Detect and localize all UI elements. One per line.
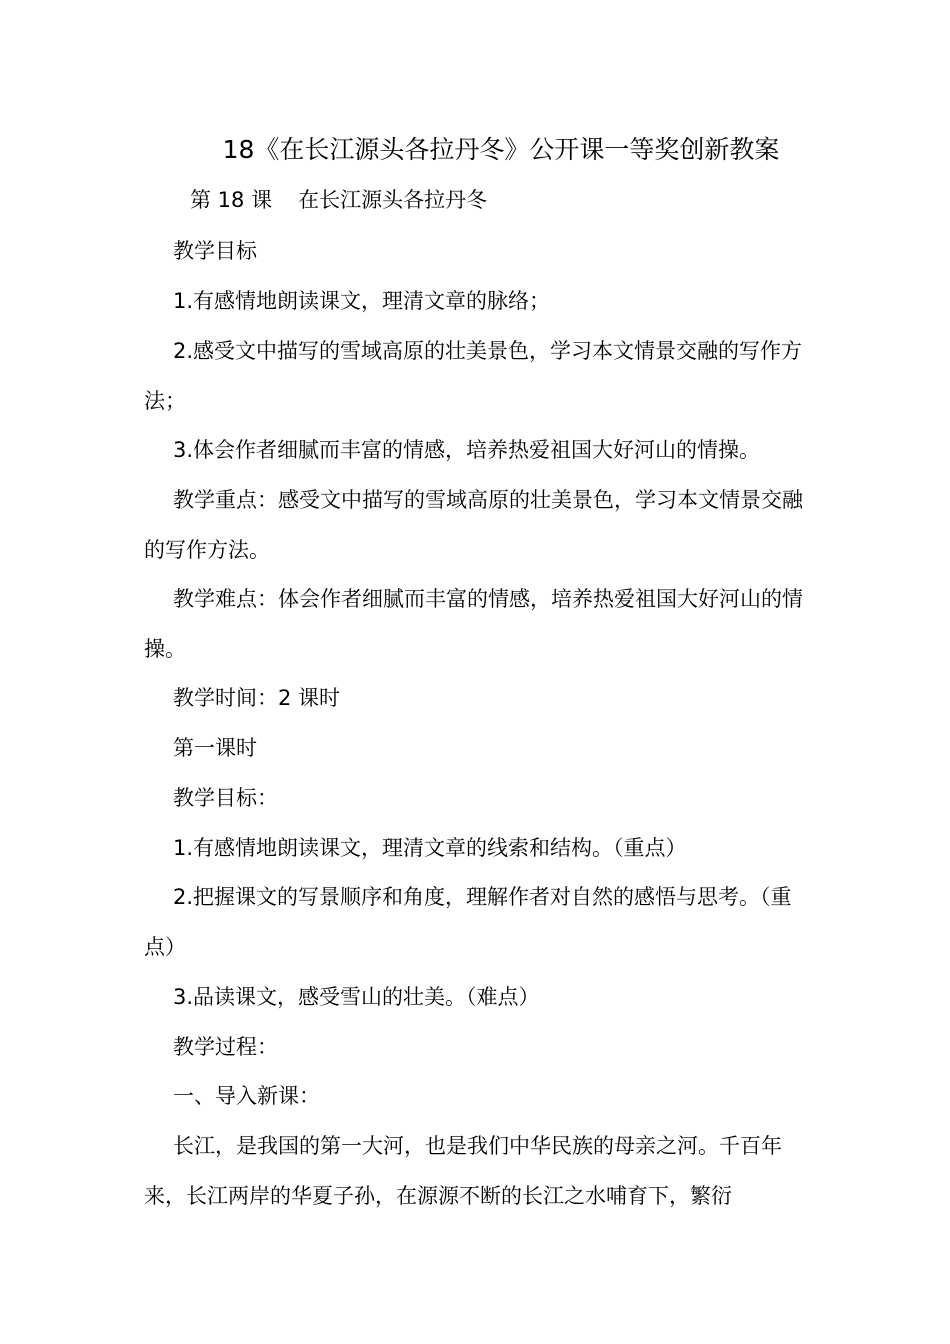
paragraph: 2.把握课文的写景顺序和角度，理解作者对自然的感悟与思考。（重点） (144, 885, 792, 959)
paragraph: 2.感受文中描写的雪域高原的壮美景色，学习本文情景交融的写作方法； (144, 339, 803, 413)
paragraph: 教学重点：感受文中描写的雪域高原的壮美景色，学习本文情景交融的写作方法。 (144, 488, 803, 562)
lesson-number: 第 18 课 (190, 188, 273, 212)
paragraph: 长江，是我国的第一大河，也是我们中华民族的母亲之河。千百年来，长江两岸的华夏子孙，在源源不断的长江之水哺育下，繁衍 (144, 1134, 782, 1208)
lesson-heading (190, 178, 487, 222)
paragraph: 教学目标 (173, 239, 257, 263)
document-title: 18《在长江源头各拉丹冬》公开课一等奖创新教案 (222, 135, 780, 164)
paragraph: 一、导入新课： (173, 1084, 320, 1108)
paragraph: 教学时间：2 课时 (173, 686, 341, 710)
paragraph: 教学目标： (173, 786, 278, 810)
paragraph: 1.有感情地朗读课文，理清文章的脉络； (173, 289, 551, 313)
paragraph: 3.品读课文，感受雪山的壮美。（难点） (173, 985, 540, 1009)
paragraph: 教学难点：体会作者细腻而丰富的情感，培养热爱祖国大好河山的情操。 (144, 587, 803, 661)
paragraph: 教学过程： (173, 1035, 278, 1059)
lesson-title: 在长江源头各拉丹冬 (298, 188, 488, 212)
paragraph: 1.有感情地朗读课文，理清文章的线索和结构。（重点） (173, 836, 687, 860)
paragraph: 第一课时 (173, 736, 257, 760)
paragraph: 3.体会作者细腻而丰富的情感，培养热爱祖国大好河山的情操。 (173, 438, 761, 462)
